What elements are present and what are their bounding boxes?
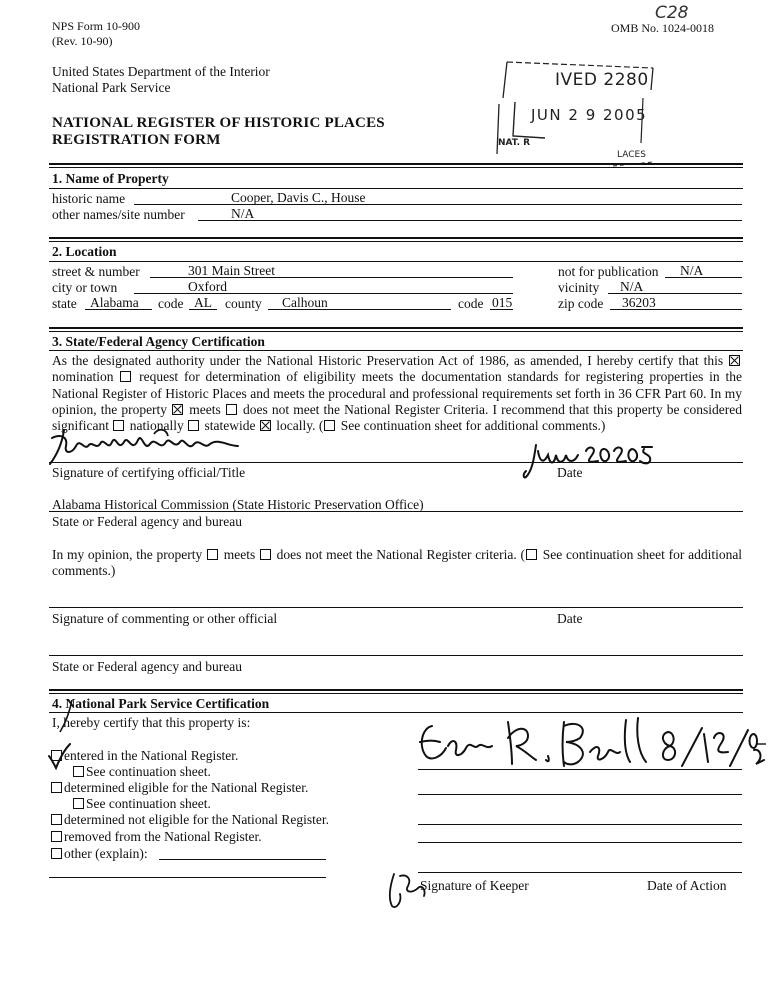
nomination-checkbox[interactable]	[729, 355, 740, 366]
other-names-field[interactable]: N/A	[231, 206, 255, 221]
section1-rule-top	[49, 163, 743, 165]
opinion-paragraph	[52, 547, 742, 580]
keeper-line-3	[418, 824, 742, 825]
opinion-continuation-checkbox[interactable]	[526, 549, 537, 560]
not-eligible-label: determined not eligible for the National Register.	[64, 812, 330, 827]
section4-rule-bottom	[49, 693, 743, 694]
section3-rule-top	[49, 327, 743, 329]
other-explain-line[interactable]	[159, 859, 326, 860]
nomination-label: nomination	[52, 369, 114, 385]
not-for-publication-line	[665, 277, 742, 278]
opinion-intro: In my opinion, the property	[52, 547, 203, 562]
removed-row	[50, 829, 262, 845]
eligible-checkbox[interactable]	[51, 782, 62, 793]
nationally-label: nationally	[129, 418, 184, 434]
historic-name-line	[134, 204, 742, 205]
keeper-signature	[412, 716, 652, 772]
eligible-label: determined eligible for the National Register.	[64, 780, 309, 795]
section3-heading-rule	[49, 350, 743, 351]
commenting-date-label: Date	[557, 611, 583, 626]
section2-heading: 2. Location	[52, 244, 117, 259]
see-continuation-row-1	[72, 764, 211, 780]
state-code-field[interactable]: AL	[194, 295, 212, 310]
does-not-meet-checkbox[interactable]	[226, 404, 237, 415]
stamp-date: JUN 2 9 2005	[531, 106, 648, 124]
other-names-line	[198, 220, 742, 221]
other-row	[50, 846, 148, 862]
agency2-line	[49, 655, 743, 656]
does-not-meet-label: does not meet the National Register Criteria. I recommend that this property be considered significant	[52, 401, 743, 434]
handwritten-code: C28	[655, 3, 689, 23]
stamp-fragment-left: NAT. R	[498, 138, 531, 148]
locally-checkbox[interactable]	[260, 420, 271, 431]
opinion-continuation-label: See continuation sheet for additional comments.)	[52, 547, 743, 579]
county-field[interactable]: Calhoun	[282, 295, 328, 310]
signature-label: Signature of certifying official/Title	[52, 465, 246, 480]
zip-field[interactable]: 36203	[622, 295, 656, 310]
section4-intro: I, hereby certify that this property is:	[52, 715, 251, 730]
section2-heading-rule	[49, 261, 743, 262]
keeper-signature-label: Signature of Keeper	[420, 878, 529, 893]
zip-label: zip code	[558, 296, 604, 311]
state-label: state	[52, 296, 77, 311]
historic-name-field[interactable]: Cooper, Davis C., House	[231, 190, 366, 205]
section3-rule-bottom	[49, 331, 743, 332]
request-label: request for determination of eligibility meets the documentation standards for registering properties in the National Register of Historic Places and meets the procedural and professional requirements set forth in 36 CFR Part 60. In my opinion, the property	[52, 369, 742, 417]
entered-label: entered in the National Register.	[64, 748, 239, 763]
meets-checkbox[interactable]	[172, 404, 183, 415]
entered-row	[50, 748, 238, 764]
agency2-label: State or Federal agency and bureau	[52, 659, 243, 674]
see-continuation-1-label: See continuation sheet.	[86, 764, 211, 779]
section4-heading-rule	[49, 712, 743, 713]
section1-rule-bottom	[49, 167, 743, 168]
section4-rule-top	[49, 689, 743, 691]
keeper-line-4	[418, 842, 742, 843]
received-stamp	[493, 58, 661, 170]
vicinity-label: vicinity	[558, 280, 600, 295]
heading-pen-mark	[58, 698, 78, 734]
opinion-meets-checkbox[interactable]	[207, 549, 218, 560]
commenting-signature-line	[49, 607, 743, 608]
not-eligible-row	[50, 812, 329, 828]
agency-line	[49, 511, 743, 512]
section3-heading: 3. State/Federal Agency Certification	[52, 334, 265, 349]
historic-name-label: historic name	[52, 191, 126, 206]
eligible-row	[50, 780, 308, 796]
date-of-action-label: Date of Action	[647, 878, 727, 893]
section1-heading: 1. Name of Property	[52, 171, 169, 186]
section1-heading-rule	[49, 188, 743, 189]
other-explain-line-2[interactable]	[49, 877, 326, 878]
signature-date-label: Date	[557, 465, 583, 480]
not-eligible-checkbox[interactable]	[51, 814, 62, 825]
entered-checkmark	[46, 742, 72, 770]
other-label: other (explain):	[64, 846, 148, 861]
service-name: National Park Service	[52, 80, 171, 95]
not-for-publication-field[interactable]: N/A	[680, 263, 704, 278]
continuation-checkbox[interactable]	[324, 420, 335, 431]
opinion-does-not-meet-label: does not meet the National Register criteria. (	[276, 547, 525, 562]
department-name: United States Department of the Interior	[52, 64, 270, 79]
street-field[interactable]: 301 Main Street	[188, 263, 275, 278]
removed-checkbox[interactable]	[51, 831, 62, 842]
not-for-publication-label: not for publication	[558, 264, 659, 279]
keeper-line-2	[418, 794, 742, 795]
section4-heading: 4. National Park Service Certification	[52, 696, 270, 711]
meets-label: meets	[189, 401, 221, 417]
locally-label: locally. (	[276, 418, 324, 434]
see-continuation-2-label: See continuation sheet.	[86, 796, 211, 811]
form-revision: (Rev. 10-90)	[52, 34, 113, 48]
city-label: city or town	[52, 280, 118, 295]
other-checkbox[interactable]	[51, 848, 62, 859]
form-title: NATIONAL REGISTER OF HISTORIC PLACES	[52, 115, 385, 131]
county-label: county	[225, 296, 262, 311]
continuation-label: See continuation sheet for additional comments.)	[340, 418, 606, 434]
section2-rule-top	[49, 237, 743, 239]
commenting-signature-label: Signature of commenting or other official	[52, 611, 278, 626]
form-subtitle: REGISTRATION FORM	[52, 132, 221, 148]
state-code-label: code	[158, 296, 184, 311]
certification-paragraph	[52, 353, 742, 434]
see-continuation-1-checkbox[interactable]	[73, 766, 84, 777]
form-number: NPS Form 10-900	[52, 19, 141, 33]
state-field[interactable]: Alabama	[90, 295, 139, 310]
agency-field[interactable]: Alabama Historical Commission (State Historic Preservation Office)	[52, 497, 424, 512]
street-label: street & number	[52, 264, 140, 279]
opinion-meets-label: meets	[223, 547, 256, 562]
statewide-label: statewide	[204, 418, 256, 434]
certifying-date-handwritten	[522, 441, 656, 481]
keeper-line-5	[418, 872, 742, 873]
keeper-line-1	[418, 769, 742, 770]
omb-number: OMB No. 1024-0018	[611, 21, 715, 35]
removed-label: removed from the National Register.	[64, 829, 262, 844]
signature-line	[49, 462, 743, 463]
stamp-received: IVED 2280	[555, 70, 649, 90]
county-code-field[interactable]: 015	[492, 295, 513, 310]
keeper-date-handwritten	[658, 724, 766, 772]
stamp-fragment-right: LACES	[617, 150, 646, 160]
certification-intro: As the designated authority under the National Historic Preservation Act of 1986, as amended, I hereby certify that this	[52, 353, 724, 368]
vicinity-field[interactable]: N/A	[620, 279, 644, 294]
see-continuation-2-checkbox[interactable]	[73, 798, 84, 809]
request-checkbox[interactable]	[120, 371, 131, 382]
see-continuation-row-2	[72, 796, 211, 812]
county-code-label: code	[458, 296, 484, 311]
other-names-label: other names/site number	[52, 207, 185, 222]
opinion-does-not-meet-checkbox[interactable]	[260, 549, 271, 560]
section2-rule-bottom	[49, 241, 743, 242]
agency-label: State or Federal agency and bureau	[52, 514, 243, 529]
city-field[interactable]: Oxford	[188, 279, 227, 294]
